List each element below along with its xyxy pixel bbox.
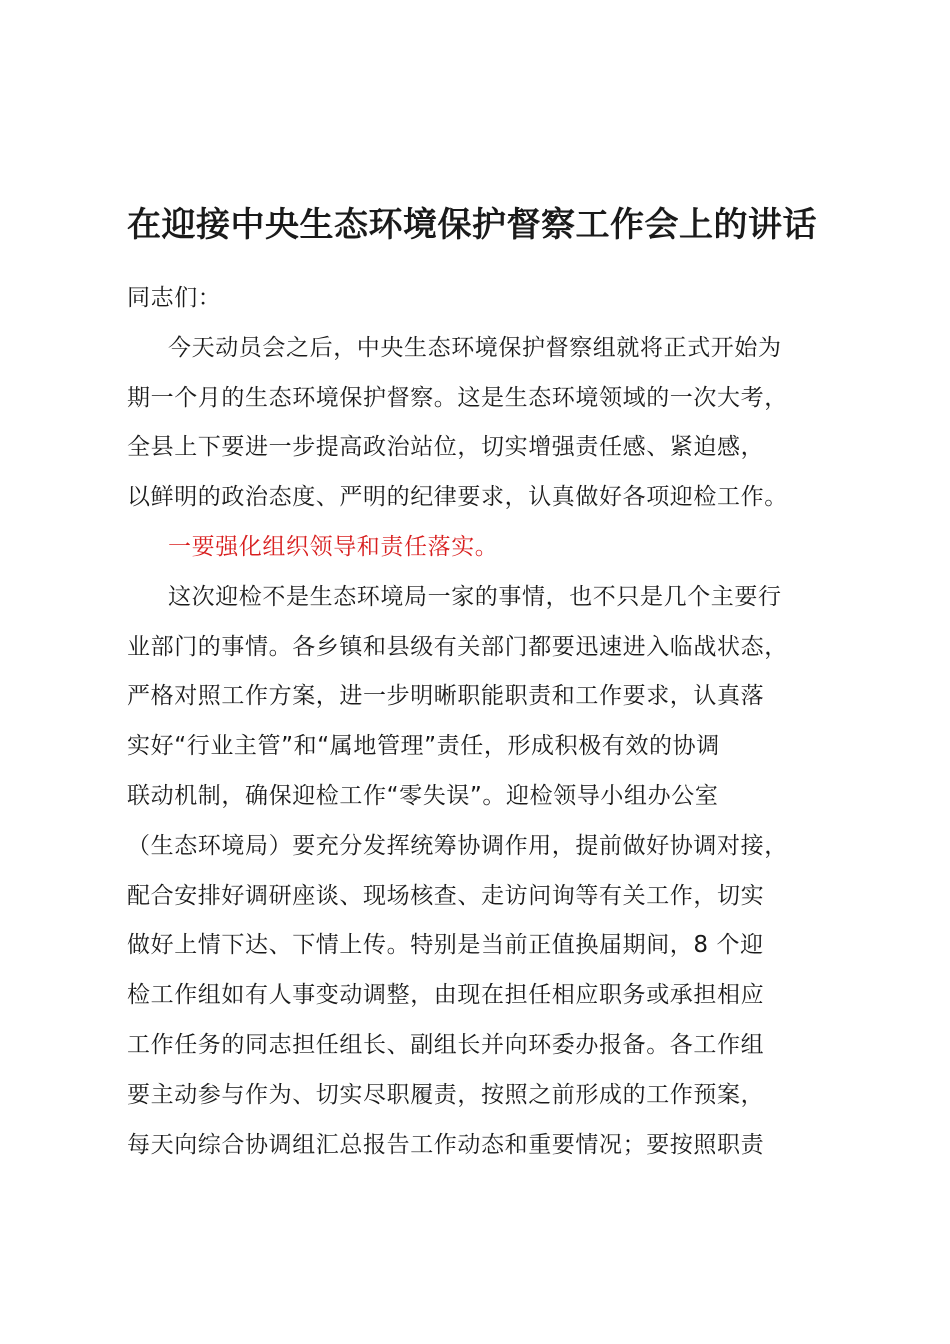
paragraph-line: 要主动参与作为、切实尽职履责，按照之前形成的工作预案， (127, 1081, 765, 1108)
section-heading: 一要强化组织领导和责任落实。 (168, 533, 499, 560)
paragraph-line: 联动机制，确保迎检工作“零失误”。迎检领导小组办公室 (127, 782, 719, 809)
paragraph-line: 今天动员会之后，中央生态环境保护督察组就将正式开始为 (168, 334, 782, 361)
paragraph-line: （生态环境局）要充分发挥统筹协调作用，提前做好协调对接， (127, 832, 788, 859)
paragraph-line: 配合安排好调研座谈、现场核查、走访问询等有关工作，切实 (127, 882, 765, 909)
paragraph-line: 实好“行业主管”和“属地管理”责任，形成积极有效的协调 (127, 733, 720, 760)
paragraph-line: 期一个月的生态环境保护督察。这是生态环境领域的一次大考， (127, 384, 788, 411)
paragraph-line: 以鲜明的政治态度、严明的纪律要求，认真做好各项迎检工作。 (127, 484, 788, 511)
document-title: 在迎接中央生态环境保护督察工作会上的讲话 (127, 205, 817, 245)
paragraph-line: 做好上情下达、下情上传。特别是当前正值换届期间，8 个迎 (127, 932, 764, 959)
paragraph-line: 严格对照工作方案，进一步明晰职能职责和工作要求，认真落 (127, 683, 765, 710)
paragraph-line: 全县上下要进一步提高政治站位，切实增强责任感、紧迫感， (127, 434, 765, 461)
paragraph-line: 这次迎检不是生态环境局一家的事情，也不只是几个主要行 (168, 583, 782, 610)
salutation: 同志们： (127, 285, 222, 311)
paragraph-line: 工作任务的同志担任组长、副组长并向环委办报备。各工作组 (127, 1031, 765, 1058)
paragraph-line: 每天向综合协调组汇总报告工作动态和重要情况；要按照职责 (127, 1131, 765, 1158)
document-body (127, 274, 837, 1170)
paragraph-line: 业部门的事情。各乡镇和县级有关部门都要迅速进入临战状态， (127, 633, 788, 660)
paragraph-line: 检工作组如有人事变动调整，由现在担任相应职务或承担相应 (127, 982, 765, 1009)
